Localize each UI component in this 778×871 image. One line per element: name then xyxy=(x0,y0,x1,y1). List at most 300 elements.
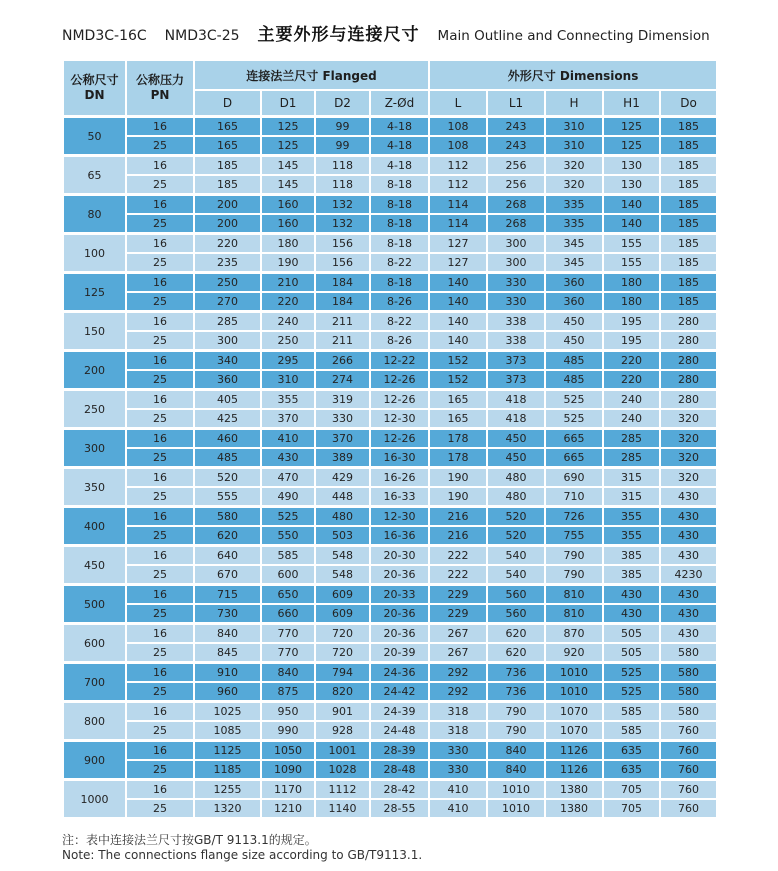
table-row xyxy=(63,799,717,818)
table-cell: 580 xyxy=(660,663,717,683)
table-cell: 810 xyxy=(545,604,603,624)
table-cell: 295 xyxy=(261,351,315,371)
table-cell: 8-18 xyxy=(370,214,429,234)
table-row xyxy=(63,448,717,468)
table-cell: 8-18 xyxy=(370,234,429,254)
dn-cell: 600 xyxy=(63,624,126,663)
table-cell: 485 xyxy=(545,370,603,390)
table-cell: 580 xyxy=(660,702,717,722)
table-cell: 8-26 xyxy=(370,292,429,312)
table-cell: 345 xyxy=(545,253,603,273)
pn-cell: 25 xyxy=(126,565,194,585)
pn-cell: 25 xyxy=(126,682,194,702)
table-cell: 127 xyxy=(429,253,487,273)
table-cell: 243 xyxy=(487,136,545,156)
table-cell: 1380 xyxy=(545,780,603,800)
table-cell: 525 xyxy=(545,409,603,429)
table-cell: 165 xyxy=(429,390,487,410)
pn-cell: 16 xyxy=(126,741,194,761)
table-row xyxy=(63,565,717,585)
table-cell: 211 xyxy=(315,331,370,351)
col-header-h1: H1 xyxy=(603,90,660,117)
table-cell: 220 xyxy=(194,234,261,254)
table-cell: 1070 xyxy=(545,721,603,741)
table-cell: 410 xyxy=(429,780,487,800)
table-cell: 250 xyxy=(194,273,261,293)
table-cell: 485 xyxy=(194,448,261,468)
dn-cell: 900 xyxy=(63,741,126,780)
table-cell: 840 xyxy=(487,760,545,780)
table-cell: 300 xyxy=(487,253,545,273)
table-cell: 360 xyxy=(194,370,261,390)
pn-cell: 16 xyxy=(126,780,194,800)
table-cell: 525 xyxy=(261,507,315,527)
pn-cell: 25 xyxy=(126,448,194,468)
footnotes xyxy=(62,833,716,863)
table-cell: 20-36 xyxy=(370,624,429,644)
table-cell: 650 xyxy=(261,585,315,605)
table-cell: 635 xyxy=(603,760,660,780)
table-cell: 270 xyxy=(194,292,261,312)
model-number-2: NMD3C-25 xyxy=(164,28,240,44)
table-cell: 620 xyxy=(487,624,545,644)
col-header-d1: D1 xyxy=(261,90,315,117)
dn-cell: 250 xyxy=(63,390,126,429)
table-cell: 132 xyxy=(315,195,370,215)
table-cell: 355 xyxy=(603,526,660,546)
table-cell: 430 xyxy=(660,507,717,527)
table-cell: 810 xyxy=(545,585,603,605)
table-cell: 1050 xyxy=(261,741,315,761)
table-cell: 338 xyxy=(487,331,545,351)
table-cell: 460 xyxy=(194,429,261,449)
table-cell: 4-18 xyxy=(370,117,429,137)
table-cell: 726 xyxy=(545,507,603,527)
table-cell: 165 xyxy=(429,409,487,429)
table-cell: 560 xyxy=(487,604,545,624)
table-cell: 690 xyxy=(545,468,603,488)
pn-cell: 16 xyxy=(126,507,194,527)
table-cell: 28-48 xyxy=(370,760,429,780)
table-row xyxy=(63,702,717,722)
table-cell: 410 xyxy=(261,429,315,449)
table-cell: 1085 xyxy=(194,721,261,741)
table-cell: 185 xyxy=(660,195,717,215)
pn-cell: 25 xyxy=(126,526,194,546)
table-cell: 360 xyxy=(545,292,603,312)
table-cell: 185 xyxy=(660,136,717,156)
pn-cell: 16 xyxy=(126,273,194,293)
table-cell: 268 xyxy=(487,214,545,234)
table-cell: 450 xyxy=(487,429,545,449)
table-cell: 1125 xyxy=(194,741,261,761)
table-cell: 285 xyxy=(603,429,660,449)
table-cell: 243 xyxy=(487,117,545,137)
dn-cell: 80 xyxy=(63,195,126,234)
table-cell: 355 xyxy=(603,507,660,527)
table-cell: 220 xyxy=(603,370,660,390)
table-cell: 600 xyxy=(261,565,315,585)
pn-cell: 25 xyxy=(126,409,194,429)
table-cell: 155 xyxy=(603,234,660,254)
pn-cell: 25 xyxy=(126,214,194,234)
table-cell: 635 xyxy=(603,741,660,761)
table-row xyxy=(63,741,717,761)
table-cell: 760 xyxy=(660,760,717,780)
dn-cell: 100 xyxy=(63,234,126,273)
table-cell: 410 xyxy=(429,799,487,818)
table-cell: 178 xyxy=(429,429,487,449)
table-row xyxy=(63,156,717,176)
dimensions-table xyxy=(62,59,718,819)
table-cell: 555 xyxy=(194,487,261,507)
title-en: Main Outline and Connecting Dimension xyxy=(437,28,710,44)
pn-cell: 16 xyxy=(126,312,194,332)
pn-cell: 25 xyxy=(126,175,194,195)
pn-cell: 16 xyxy=(126,156,194,176)
table-cell: 389 xyxy=(315,448,370,468)
pn-cell: 25 xyxy=(126,370,194,390)
table-cell: 755 xyxy=(545,526,603,546)
table-cell: 185 xyxy=(194,175,261,195)
table-cell: 430 xyxy=(660,526,717,546)
table-cell: 185 xyxy=(660,117,717,137)
table-cell: 373 xyxy=(487,370,545,390)
table-cell: 185 xyxy=(660,156,717,176)
table-cell: 28-42 xyxy=(370,780,429,800)
table-cell: 430 xyxy=(603,585,660,605)
table-cell: 950 xyxy=(261,702,315,722)
table-cell: 118 xyxy=(315,156,370,176)
table-cell: 140 xyxy=(429,292,487,312)
table-cell: 790 xyxy=(545,565,603,585)
table-cell: 310 xyxy=(545,117,603,137)
table-cell: 490 xyxy=(261,487,315,507)
table-cell: 338 xyxy=(487,312,545,332)
table-cell: 609 xyxy=(315,585,370,605)
table-cell: 665 xyxy=(545,429,603,449)
table-cell: 640 xyxy=(194,546,261,566)
table-cell: 920 xyxy=(545,643,603,663)
table-cell: 300 xyxy=(487,234,545,254)
table-cell: 140 xyxy=(429,273,487,293)
table-cell: 660 xyxy=(261,604,315,624)
table-cell: 12-30 xyxy=(370,507,429,527)
table-cell: 216 xyxy=(429,507,487,527)
table-cell: 280 xyxy=(660,331,717,351)
table-cell: 130 xyxy=(603,156,660,176)
table-cell: 335 xyxy=(545,214,603,234)
table-cell: 1090 xyxy=(261,760,315,780)
table-cell: 178 xyxy=(429,448,487,468)
table-cell: 267 xyxy=(429,624,487,644)
table-cell: 195 xyxy=(603,331,660,351)
table-cell: 360 xyxy=(545,273,603,293)
table-cell: 8-26 xyxy=(370,331,429,351)
table-cell: 548 xyxy=(315,546,370,566)
table-cell: 520 xyxy=(194,468,261,488)
table-cell: 503 xyxy=(315,526,370,546)
table-cell: 112 xyxy=(429,175,487,195)
table-cell: 820 xyxy=(315,682,370,702)
table-cell: 760 xyxy=(660,799,717,818)
table-cell: 670 xyxy=(194,565,261,585)
table-cell: 20-30 xyxy=(370,546,429,566)
page-title xyxy=(62,20,716,45)
dn-cell: 500 xyxy=(63,585,126,624)
table-cell: 425 xyxy=(194,409,261,429)
table-cell: 24-48 xyxy=(370,721,429,741)
table-cell: 20-36 xyxy=(370,565,429,585)
table-row xyxy=(63,507,717,527)
group-header-dimensions: 外形尺寸 Dimensions xyxy=(429,60,717,90)
table-cell: 790 xyxy=(487,702,545,722)
table-cell: 550 xyxy=(261,526,315,546)
table-cell: 720 xyxy=(315,624,370,644)
table-cell: 145 xyxy=(261,175,315,195)
table-cell: 292 xyxy=(429,663,487,683)
table-cell: 480 xyxy=(315,507,370,527)
table-cell: 1140 xyxy=(315,799,370,818)
title-cn: 主要外形与连接尺寸 xyxy=(257,25,420,45)
table-cell: 840 xyxy=(194,624,261,644)
table-cell: 16-33 xyxy=(370,487,429,507)
table-cell: 114 xyxy=(429,195,487,215)
table-cell: 20-36 xyxy=(370,604,429,624)
table-cell: 156 xyxy=(315,253,370,273)
table-cell: 280 xyxy=(660,370,717,390)
table-cell: 8-18 xyxy=(370,175,429,195)
table-cell: 99 xyxy=(315,136,370,156)
table-cell: 125 xyxy=(603,117,660,137)
table-cell: 770 xyxy=(261,624,315,644)
table-cell: 430 xyxy=(660,604,717,624)
table-cell: 870 xyxy=(545,624,603,644)
table-cell: 1170 xyxy=(261,780,315,800)
table-row xyxy=(63,292,717,312)
table-cell: 429 xyxy=(315,468,370,488)
table-row xyxy=(63,682,717,702)
table-cell: 152 xyxy=(429,370,487,390)
table-cell: 385 xyxy=(603,565,660,585)
table-cell: 373 xyxy=(487,351,545,371)
table-cell: 8-18 xyxy=(370,273,429,293)
table-cell: 185 xyxy=(660,234,717,254)
col-header-d2: D2 xyxy=(315,90,370,117)
table-cell: 430 xyxy=(660,546,717,566)
table-cell: 990 xyxy=(261,721,315,741)
col-header-dn-sub: DN xyxy=(84,88,105,102)
table-cell: 1112 xyxy=(315,780,370,800)
table-row xyxy=(63,390,717,410)
table-cell: 190 xyxy=(429,487,487,507)
table-cell: 184 xyxy=(315,292,370,312)
table-cell: 560 xyxy=(487,585,545,605)
table-cell: 320 xyxy=(545,156,603,176)
table-cell: 790 xyxy=(487,721,545,741)
table-cell: 184 xyxy=(315,273,370,293)
table-cell: 840 xyxy=(487,741,545,761)
table-cell: 165 xyxy=(194,117,261,137)
table-cell: 1380 xyxy=(545,799,603,818)
table-cell: 118 xyxy=(315,175,370,195)
table-cell: 418 xyxy=(487,390,545,410)
table-cell: 319 xyxy=(315,390,370,410)
col-header-dn-cn: 公称尺寸 xyxy=(70,73,119,87)
table-cell: 4-18 xyxy=(370,156,429,176)
table-cell: 760 xyxy=(660,721,717,741)
table-cell: 256 xyxy=(487,175,545,195)
table-cell: 480 xyxy=(487,468,545,488)
table-cell: 320 xyxy=(545,175,603,195)
table-cell: 430 xyxy=(603,604,660,624)
table-cell: 12-26 xyxy=(370,390,429,410)
table-cell: 548 xyxy=(315,565,370,585)
dn-cell: 450 xyxy=(63,546,126,585)
dn-cell: 50 xyxy=(63,117,126,156)
table-cell: 485 xyxy=(545,351,603,371)
table-cell: 928 xyxy=(315,721,370,741)
table-row xyxy=(63,546,717,566)
table-cell: 16-30 xyxy=(370,448,429,468)
table-row xyxy=(63,331,717,351)
dn-cell: 300 xyxy=(63,429,126,468)
table-cell: 430 xyxy=(261,448,315,468)
table-cell: 505 xyxy=(603,624,660,644)
table-row xyxy=(63,526,717,546)
table-row xyxy=(63,214,717,234)
table-cell: 1001 xyxy=(315,741,370,761)
table-row xyxy=(63,312,717,332)
table-cell: 794 xyxy=(315,663,370,683)
table-cell: 430 xyxy=(660,624,717,644)
table-cell: 335 xyxy=(545,195,603,215)
table-cell: 12-26 xyxy=(370,429,429,449)
table-cell: 8-18 xyxy=(370,195,429,215)
table-cell: 155 xyxy=(603,253,660,273)
pn-cell: 16 xyxy=(126,663,194,683)
pn-cell: 16 xyxy=(126,624,194,644)
table-cell: 220 xyxy=(603,351,660,371)
dn-cell: 65 xyxy=(63,156,126,195)
table-row xyxy=(63,468,717,488)
table-cell: 12-30 xyxy=(370,409,429,429)
col-header-zod: Z-Ød xyxy=(370,90,429,117)
table-cell: 790 xyxy=(545,546,603,566)
table-cell: 580 xyxy=(660,682,717,702)
table-cell: 330 xyxy=(315,409,370,429)
table-cell: 760 xyxy=(660,780,717,800)
table-cell: 1070 xyxy=(545,702,603,722)
table-cell: 280 xyxy=(660,351,717,371)
pn-cell: 16 xyxy=(126,546,194,566)
table-cell: 620 xyxy=(194,526,261,546)
pn-cell: 25 xyxy=(126,292,194,312)
table-cell: 720 xyxy=(315,643,370,663)
pn-cell: 16 xyxy=(126,234,194,254)
table-cell: 152 xyxy=(429,351,487,371)
table-row xyxy=(63,273,717,293)
table-cell: 12-22 xyxy=(370,351,429,371)
table-cell: 320 xyxy=(660,468,717,488)
table-cell: 370 xyxy=(315,429,370,449)
table-row xyxy=(63,351,717,371)
table-cell: 910 xyxy=(194,663,261,683)
table-cell: 240 xyxy=(603,409,660,429)
table-cell: 4-18 xyxy=(370,136,429,156)
table-cell: 540 xyxy=(487,546,545,566)
table-cell: 125 xyxy=(603,136,660,156)
table-cell: 190 xyxy=(261,253,315,273)
table-cell: 8-22 xyxy=(370,312,429,332)
table-row xyxy=(63,136,717,156)
table-cell: 310 xyxy=(261,370,315,390)
table-cell: 180 xyxy=(603,292,660,312)
table-cell: 318 xyxy=(429,702,487,722)
table-cell: 845 xyxy=(194,643,261,663)
table-cell: 200 xyxy=(194,195,261,215)
table-cell: 125 xyxy=(261,136,315,156)
pn-cell: 25 xyxy=(126,721,194,741)
table-cell: 585 xyxy=(261,546,315,566)
table-cell: 430 xyxy=(660,585,717,605)
table-cell: 901 xyxy=(315,702,370,722)
table-cell: 195 xyxy=(603,312,660,332)
table-cell: 520 xyxy=(487,526,545,546)
table-cell: 1028 xyxy=(315,760,370,780)
table-cell: 448 xyxy=(315,487,370,507)
table-cell: 140 xyxy=(603,195,660,215)
table-row xyxy=(63,624,717,644)
table-cell: 130 xyxy=(603,175,660,195)
table-cell: 418 xyxy=(487,409,545,429)
table-cell: 875 xyxy=(261,682,315,702)
table-cell: 609 xyxy=(315,604,370,624)
table-cell: 585 xyxy=(603,702,660,722)
table-cell: 16-36 xyxy=(370,526,429,546)
table-cell: 229 xyxy=(429,585,487,605)
table-cell: 190 xyxy=(429,468,487,488)
dn-cell: 150 xyxy=(63,312,126,351)
table-cell: 156 xyxy=(315,234,370,254)
note-cn: 注：表中连接法兰尺寸按GB/T 9113.1的规定。 xyxy=(62,833,317,847)
table-cell: 185 xyxy=(660,292,717,312)
table-cell: 267 xyxy=(429,643,487,663)
col-header-do: Do xyxy=(660,90,717,117)
table-cell: 220 xyxy=(261,292,315,312)
table-row xyxy=(63,175,717,195)
table-cell: 4230 xyxy=(660,565,717,585)
table-cell: 280 xyxy=(660,390,717,410)
table-cell: 450 xyxy=(545,331,603,351)
table-cell: 1126 xyxy=(545,741,603,761)
table-cell: 140 xyxy=(603,214,660,234)
table-cell: 1210 xyxy=(261,799,315,818)
table-cell: 330 xyxy=(487,273,545,293)
pn-cell: 16 xyxy=(126,117,194,137)
table-row xyxy=(63,487,717,507)
table-cell: 525 xyxy=(545,390,603,410)
table-cell: 127 xyxy=(429,234,487,254)
table-cell: 185 xyxy=(660,214,717,234)
table-row xyxy=(63,429,717,449)
table-cell: 300 xyxy=(194,331,261,351)
col-header-l1: L1 xyxy=(487,90,545,117)
table-cell: 229 xyxy=(429,604,487,624)
pn-cell: 25 xyxy=(126,760,194,780)
table-row xyxy=(63,370,717,390)
table-cell: 24-36 xyxy=(370,663,429,683)
